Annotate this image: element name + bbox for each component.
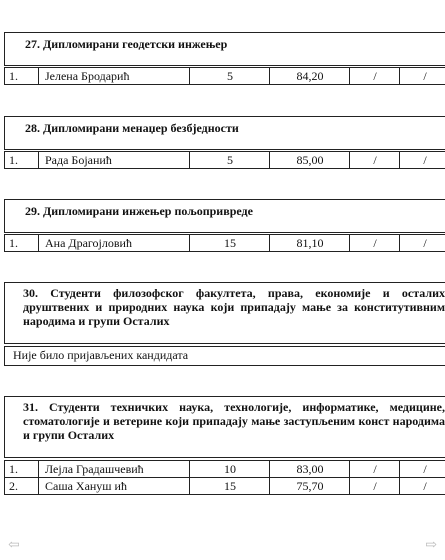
section-title: 31. Студенти техничких наука, технологије, информатике, медицине, стоматологије и ветерине који припадају мање заступљеним конст народима и групи Осталих	[23, 400, 445, 442]
candidate-name: Ана Драгојловић	[38, 235, 132, 251]
section-header	[4, 32, 445, 66]
section-title: 29. Дипломирани инжењер пољопривреде	[25, 204, 253, 218]
section-title: 28. Дипломирани менаџер безбједности	[25, 121, 239, 135]
candidate-col-a: /	[349, 478, 400, 494]
table-row	[5, 152, 445, 168]
section-header	[4, 116, 445, 150]
candidate-col-b: /	[399, 461, 445, 477]
table-row	[5, 68, 445, 84]
candidate-table	[4, 234, 445, 252]
candidate-col-a: /	[349, 235, 400, 251]
candidate-score: 15	[189, 235, 270, 251]
candidate-col-a: /	[349, 152, 400, 168]
candidate-col-b: /	[399, 235, 445, 251]
row-number: 1.	[9, 462, 18, 476]
table-row	[5, 478, 445, 494]
table-row	[5, 235, 445, 251]
candidate-score: 5	[189, 68, 270, 84]
candidate-points: 83,00	[269, 461, 350, 477]
candidate-points: 85,00	[269, 152, 350, 168]
candidate-points: 75,70	[269, 478, 350, 494]
candidate-col-b: /	[399, 152, 445, 168]
section-header	[4, 199, 445, 233]
section-title: 27. Дипломирани геодетски инжењер	[25, 37, 228, 51]
candidate-table	[4, 460, 445, 495]
no-candidates-note: Није било пријављених кандидата	[4, 346, 445, 366]
candidate-score: 5	[189, 152, 270, 168]
next-page-arrow-icon[interactable]: ⇨	[425, 538, 437, 553]
candidate-table	[4, 151, 445, 169]
candidate-col-b: /	[399, 478, 445, 494]
candidate-col-a: /	[349, 461, 400, 477]
candidate-score: 15	[189, 478, 270, 494]
row-number: 2.	[9, 479, 18, 493]
candidate-name: Јелена Бродарић	[38, 68, 129, 84]
candidate-col-a: /	[349, 68, 400, 84]
candidate-points: 84,20	[269, 68, 350, 84]
candidate-name: Лејла Градашчевић	[38, 461, 144, 477]
candidate-col-b: /	[399, 68, 445, 84]
candidate-name: Саша Хануш ић	[38, 478, 127, 494]
table-row	[5, 461, 445, 478]
section-header	[4, 396, 445, 458]
candidate-score: 10	[189, 461, 270, 477]
prev-page-arrow-icon[interactable]: ⇦	[8, 538, 20, 553]
candidate-name: Рада Бојанић	[38, 152, 112, 168]
row-number: 1.	[9, 69, 18, 83]
row-number: 1.	[9, 236, 18, 250]
candidate-table	[4, 67, 445, 85]
row-number: 1.	[9, 153, 18, 167]
section-title: 30. Студенти филозофског факултета, права, економије и осталих друштвених и природних наука који припадају мање за конститутивним народима и групи Осталих	[23, 286, 445, 328]
section-header	[4, 282, 445, 344]
candidate-points: 81,10	[269, 235, 350, 251]
